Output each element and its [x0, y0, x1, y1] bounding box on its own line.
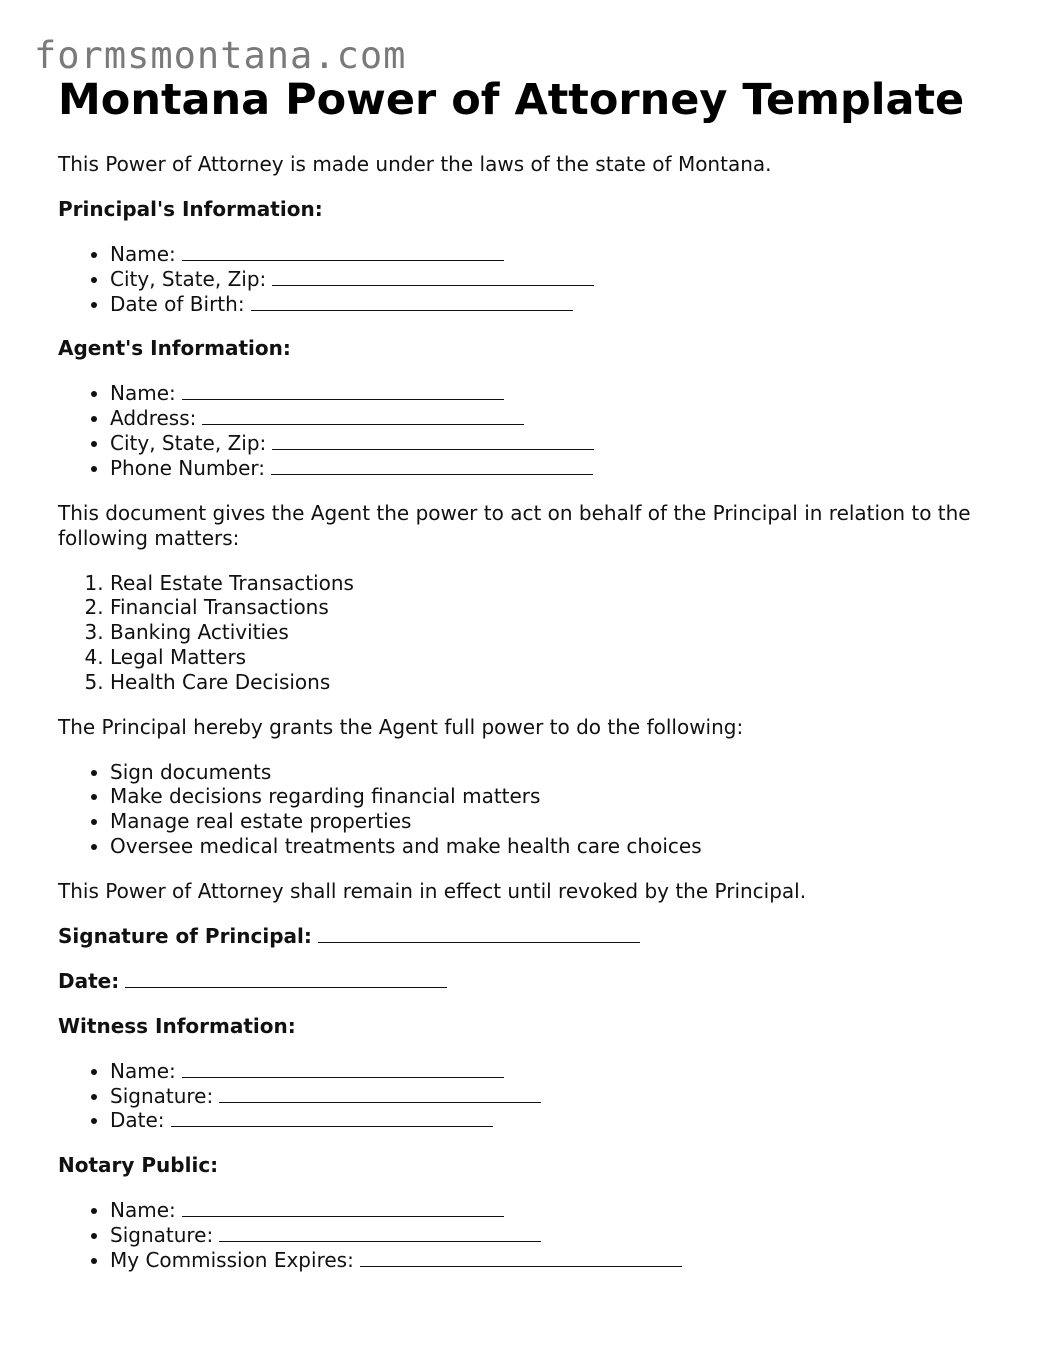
list-item: 5. Health Care Decisions	[110, 670, 1018, 695]
list-item: 1. Real Estate Transactions	[110, 571, 1018, 596]
field-label: Name:	[110, 381, 176, 406]
field-label: City, State, Zip:	[110, 266, 267, 291]
effect-paragraph: This Power of Attorney shall remain in effect until revoked by the Principal.	[58, 878, 807, 903]
fill-in-blank[interactable]	[171, 1108, 493, 1127]
principal-signature-line	[58, 924, 1018, 949]
field-label: My Commission Expires:	[110, 1247, 354, 1272]
field-label: Name:	[110, 1058, 176, 1083]
fill-in-blank[interactable]	[360, 1248, 682, 1267]
fill-in-blank[interactable]	[125, 969, 447, 988]
list-item: 4. Legal Matters	[110, 645, 1018, 670]
list-item: • Oversee medical treatments and make health care choices	[110, 834, 1018, 859]
notary-name-field	[110, 1198, 1018, 1223]
notary-commission-field	[110, 1248, 1018, 1273]
grants-list	[58, 760, 1018, 859]
field-label: Signature:	[110, 1222, 214, 1247]
principal-city-field	[110, 267, 1018, 292]
agent-phone-field	[110, 456, 1018, 481]
field-label: City, State, Zip:	[110, 430, 267, 455]
agent-fields	[58, 381, 1018, 480]
date-line	[58, 969, 1018, 994]
field-label: Phone Number:	[110, 455, 266, 480]
principal-fields	[58, 242, 1018, 316]
principal-heading: Principal's Information:	[58, 197, 323, 221]
agent-heading: Agent's Information:	[58, 336, 291, 361]
list-item: • Sign documents	[110, 760, 1018, 785]
witness-fields	[58, 1059, 1018, 1133]
list-item: • Make decisions regarding financial matters	[110, 784, 1018, 809]
fill-in-blank[interactable]	[272, 267, 594, 286]
fill-in-blank[interactable]	[219, 1223, 541, 1242]
agent-city-field	[110, 431, 1018, 456]
field-label: Signature of Principal:	[58, 923, 312, 948]
field-label: Date:	[58, 968, 120, 993]
witness-name-field	[110, 1059, 1018, 1084]
list-item: 2. Financial Transactions	[110, 595, 1018, 620]
fill-in-blank[interactable]	[202, 406, 524, 425]
matters-intro: This document gives the Agent the power to act on behalf of the Principal in relation to the following matters:	[58, 500, 971, 550]
agent-name-field	[110, 381, 1018, 406]
intro-paragraph: This Power of Attorney is made under the laws of the state of Montana.	[58, 152, 772, 176]
list-item: 3. Banking Activities	[110, 620, 1018, 645]
grants-intro: The Principal hereby grants the Agent full power to do the following:	[58, 714, 744, 739]
witness-signature-field	[110, 1084, 1018, 1109]
field-label: Date of Birth:	[110, 291, 245, 316]
principal-dob-field	[110, 292, 1018, 317]
fill-in-blank[interactable]	[271, 456, 593, 475]
document-body	[58, 74, 1018, 1273]
notary-heading: Notary Public:	[58, 1153, 219, 1178]
fill-in-blank[interactable]	[318, 924, 640, 943]
document-title: Montana Power of Attorney Template	[58, 75, 965, 125]
agent-address-field	[110, 406, 1018, 431]
fill-in-blank[interactable]	[219, 1084, 541, 1103]
field-label: Name:	[110, 242, 176, 266]
list-item: • Manage real estate properties	[110, 809, 1018, 834]
matters-list	[58, 571, 1018, 695]
field-label: Signature:	[110, 1083, 214, 1108]
field-label: Address:	[110, 406, 197, 431]
witness-date-field	[110, 1108, 1018, 1133]
fill-in-blank[interactable]	[182, 242, 504, 261]
field-label: Name:	[110, 1198, 176, 1223]
fill-in-blank[interactable]	[251, 292, 573, 311]
notary-fields	[58, 1198, 1018, 1272]
notary-signature-field	[110, 1223, 1018, 1248]
watermark-text: formsmontana.com	[34, 34, 407, 77]
field-label: Date:	[110, 1108, 165, 1133]
fill-in-blank[interactable]	[182, 381, 504, 400]
fill-in-blank[interactable]	[272, 431, 594, 450]
fill-in-blank[interactable]	[182, 1059, 504, 1078]
witness-heading: Witness Information:	[58, 1013, 296, 1038]
fill-in-blank[interactable]	[182, 1198, 504, 1217]
principal-name-field	[110, 242, 1018, 267]
